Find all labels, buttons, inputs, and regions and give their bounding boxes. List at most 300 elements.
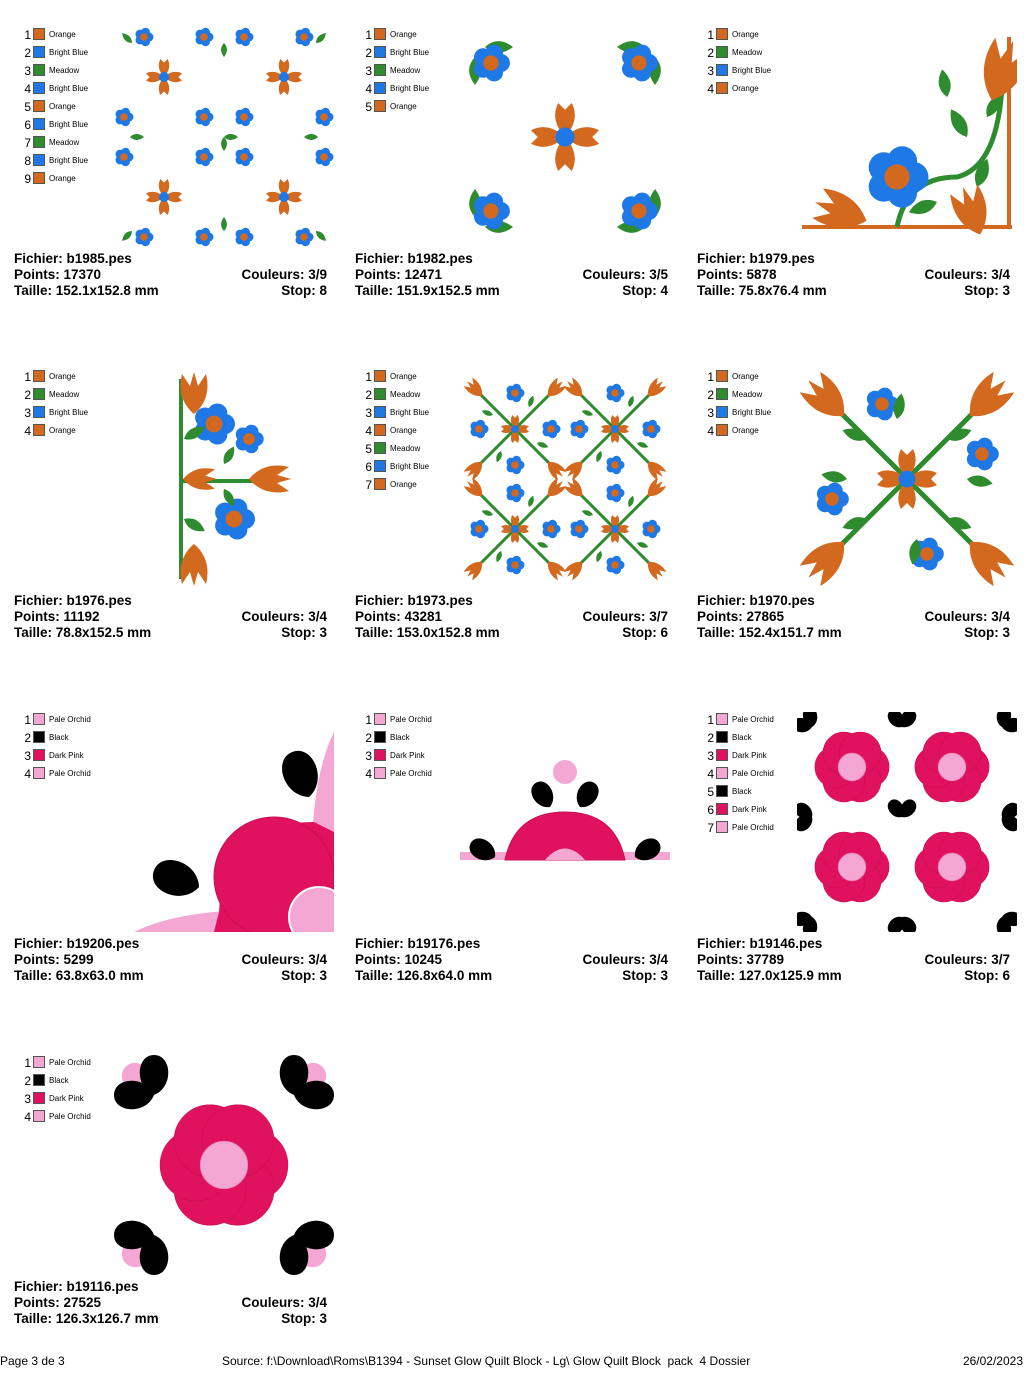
leaf-motif xyxy=(595,550,604,563)
embroidery-design-preview xyxy=(455,369,675,589)
leaf-motif xyxy=(527,495,536,508)
color-swatch xyxy=(33,1092,45,1104)
legend-row xyxy=(702,802,812,820)
color-swatch xyxy=(716,803,728,815)
thread-color-name: Meadow xyxy=(390,444,421,453)
info-line xyxy=(697,609,1010,625)
legend-number: 1 xyxy=(24,713,31,727)
legend-row xyxy=(19,1091,129,1109)
legend-number: 7 xyxy=(707,821,714,835)
legend-row xyxy=(360,477,470,495)
info-line xyxy=(355,593,668,609)
color-swatch xyxy=(374,406,386,418)
flower-motif xyxy=(296,228,314,246)
leaf-motif xyxy=(181,515,207,536)
stitch-points: Points: 27525 xyxy=(14,1295,102,1310)
flower-motif xyxy=(571,520,589,538)
info-line xyxy=(697,936,1010,952)
legend-row xyxy=(702,730,812,748)
flower-motif xyxy=(296,28,314,46)
color-swatch xyxy=(716,64,728,76)
info-line xyxy=(355,968,668,984)
legend-number: 4 xyxy=(24,1110,31,1124)
file-name: Fichier: b19146.pes xyxy=(697,936,823,951)
leaf-motif xyxy=(536,441,549,450)
legend-number: 7 xyxy=(24,136,31,150)
legend-row xyxy=(19,712,129,730)
stop-count: Stop: 6 xyxy=(622,625,668,640)
leaf-motif xyxy=(224,134,238,140)
thread-color-name: Orange xyxy=(732,426,759,435)
color-legend xyxy=(360,369,470,495)
design-info xyxy=(14,593,327,641)
stop-count: Stop: 3 xyxy=(964,625,1010,640)
legend-row xyxy=(702,748,812,766)
info-line xyxy=(14,593,327,609)
leaf-motif xyxy=(481,509,494,518)
thread-color-name: Bright Blue xyxy=(732,408,772,417)
cross-flower-motif xyxy=(146,59,182,95)
color-swatch xyxy=(374,46,386,58)
flower-motif xyxy=(196,108,214,126)
color-legend xyxy=(702,27,812,99)
leaf-motif xyxy=(636,541,649,550)
legend-row xyxy=(19,748,129,766)
cross-flower-motif xyxy=(531,103,599,171)
flower-motif xyxy=(471,520,489,538)
stop-count: Stop: 4 xyxy=(622,283,668,298)
design-size: Taille: 63.8x63.0 mm xyxy=(14,968,144,983)
color-swatch xyxy=(33,64,45,76)
file-name: Fichier: b1976.pes xyxy=(14,593,132,608)
color-swatch xyxy=(33,1074,45,1086)
info-line xyxy=(14,968,327,984)
flower-motif xyxy=(196,148,214,166)
legend-number: 7 xyxy=(365,478,372,492)
color-swatch xyxy=(33,370,45,382)
color-swatch xyxy=(33,82,45,94)
color-swatch xyxy=(33,713,45,725)
color-legend xyxy=(19,369,129,441)
color-count: Couleurs: 3/4 xyxy=(241,609,327,624)
thread-color-name: Black xyxy=(732,733,752,742)
stop-count: Stop: 3 xyxy=(281,968,327,983)
legend-number: 6 xyxy=(707,803,714,817)
color-swatch xyxy=(33,767,45,779)
thread-color-name: Dark Pink xyxy=(732,751,767,760)
color-count: Couleurs: 3/9 xyxy=(241,267,327,282)
legend-row xyxy=(360,369,470,387)
design-card xyxy=(14,27,334,357)
thread-color-name: Meadow xyxy=(732,48,763,57)
legend-number: 8 xyxy=(24,154,31,168)
design-size: Taille: 152.4x151.7 mm xyxy=(697,625,842,640)
stop-count: Stop: 3 xyxy=(964,283,1010,298)
thread-color-name: Pale Orchid xyxy=(49,1058,91,1067)
thread-color-name: Orange xyxy=(732,30,759,39)
page-number: Page 3 de 3 xyxy=(0,1354,65,1368)
legend-row xyxy=(360,441,470,459)
legend-row xyxy=(19,387,129,405)
thread-color-name: Orange xyxy=(390,480,417,489)
color-swatch xyxy=(374,64,386,76)
legend-number: 1 xyxy=(365,28,372,42)
thread-color-name: Meadow xyxy=(732,390,763,399)
file-name: Fichier: b1970.pes xyxy=(697,593,815,608)
thread-color-name: Pale Orchid xyxy=(732,769,774,778)
color-swatch xyxy=(33,1056,45,1068)
thread-color-name: Black xyxy=(49,733,69,742)
color-swatch xyxy=(716,82,728,94)
legend-number: 3 xyxy=(365,406,372,420)
page-footer xyxy=(0,1354,1024,1370)
thread-color-name: Pale Orchid xyxy=(49,769,91,778)
design-size: Taille: 153.0x152.8 mm xyxy=(355,625,500,640)
legend-number: 5 xyxy=(365,100,372,114)
thread-color-name: Meadow xyxy=(390,390,421,399)
info-line xyxy=(14,1311,327,1327)
color-legend xyxy=(360,27,470,117)
design-info xyxy=(697,593,1010,641)
color-swatch xyxy=(374,28,386,40)
stop-count: Stop: 3 xyxy=(281,1311,327,1326)
info-line xyxy=(14,1295,327,1311)
thread-color-name: Pale Orchid xyxy=(49,715,91,724)
flower-motif xyxy=(571,420,589,438)
thread-color-name: Orange xyxy=(390,102,417,111)
color-swatch xyxy=(374,388,386,400)
legend-number: 4 xyxy=(707,82,714,96)
color-swatch xyxy=(716,424,728,436)
embroidery-design-preview xyxy=(455,27,675,247)
leaf-motif xyxy=(945,106,973,140)
thread-color-name: Bright Blue xyxy=(49,48,89,57)
legend-row xyxy=(702,712,812,730)
legend-number: 3 xyxy=(365,749,372,763)
leaf-motif xyxy=(120,31,134,45)
thread-color-name: Bright Blue xyxy=(49,120,89,129)
info-line xyxy=(355,251,668,267)
legend-row xyxy=(19,153,129,171)
flower-motif xyxy=(543,420,561,438)
leaf-motif xyxy=(627,395,636,408)
color-count: Couleurs: 3/5 xyxy=(582,267,668,282)
flower-motif xyxy=(643,420,661,438)
design-card xyxy=(355,27,675,357)
color-swatch xyxy=(374,767,386,779)
legend-row xyxy=(702,405,812,423)
flower-motif xyxy=(643,520,661,538)
info-line xyxy=(355,609,668,625)
legend-row xyxy=(360,27,470,45)
leaf-motif xyxy=(627,495,636,508)
legend-row xyxy=(360,423,470,441)
legend-number: 4 xyxy=(24,424,31,438)
info-line xyxy=(14,283,327,299)
design-size: Taille: 152.1x152.8 mm xyxy=(14,283,159,298)
design-size: Taille: 78.8x152.5 mm xyxy=(14,625,152,640)
color-swatch xyxy=(374,731,386,743)
legend-row xyxy=(19,27,129,45)
legend-number: 4 xyxy=(365,424,372,438)
legend-number: 5 xyxy=(707,785,714,799)
legend-row xyxy=(360,730,470,748)
legend-number: 1 xyxy=(707,713,714,727)
thread-color-name: Pale Orchid xyxy=(732,823,774,832)
design-info xyxy=(355,251,668,299)
design-info xyxy=(14,1279,327,1327)
legend-number: 2 xyxy=(365,46,372,60)
color-swatch xyxy=(33,172,45,184)
thread-color-name: Dark Pink xyxy=(49,1094,84,1103)
legend-row xyxy=(360,766,470,784)
leaf-motif xyxy=(527,395,536,408)
legend-row xyxy=(19,369,129,387)
design-info xyxy=(14,936,327,984)
legend-number: 4 xyxy=(707,424,714,438)
tulip-motif xyxy=(181,544,208,586)
legend-number: 1 xyxy=(707,370,714,384)
legend-row xyxy=(702,820,812,838)
rose-motif xyxy=(915,732,989,802)
legend-number: 1 xyxy=(365,713,372,727)
thread-color-name: Black xyxy=(49,1076,69,1085)
file-name: Fichier: b1982.pes xyxy=(355,251,473,266)
legend-row xyxy=(19,1073,129,1091)
color-swatch xyxy=(716,388,728,400)
color-swatch xyxy=(33,154,45,166)
legend-number: 1 xyxy=(24,1056,31,1070)
legend-row xyxy=(360,99,470,117)
thread-color-name: Bright Blue xyxy=(732,66,772,75)
legend-row xyxy=(19,766,129,784)
legend-number: 6 xyxy=(365,460,372,474)
info-line xyxy=(355,952,668,968)
embroidery-design-preview xyxy=(797,369,1017,589)
thread-color-name: Pale Orchid xyxy=(390,769,432,778)
color-swatch xyxy=(716,370,728,382)
info-line xyxy=(697,283,1010,299)
legend-number: 3 xyxy=(707,749,714,763)
design-card xyxy=(14,369,334,699)
legend-row xyxy=(360,45,470,63)
color-swatch xyxy=(33,406,45,418)
legend-number: 3 xyxy=(24,64,31,78)
color-swatch xyxy=(374,460,386,472)
flower-motif xyxy=(236,228,254,246)
legend-number: 3 xyxy=(24,749,31,763)
design-size: Taille: 126.3x126.7 mm xyxy=(14,1311,159,1326)
legend-row xyxy=(19,730,129,748)
stitch-points: Points: 17370 xyxy=(14,267,102,282)
color-swatch xyxy=(716,713,728,725)
thread-color-name: Pale Orchid xyxy=(390,715,432,724)
leaf-motif xyxy=(595,450,604,463)
leaf-motif xyxy=(495,450,504,463)
info-line xyxy=(355,625,668,641)
color-legend xyxy=(19,27,129,189)
file-name: Fichier: b19116.pes xyxy=(14,1279,139,1294)
embroidery-design-preview xyxy=(114,712,334,932)
legend-number: 9 xyxy=(24,172,31,186)
flower-motif xyxy=(869,146,929,207)
embroidery-design-preview xyxy=(114,27,334,247)
info-line xyxy=(697,625,1010,641)
info-line xyxy=(14,1279,327,1295)
flower-motif xyxy=(867,388,899,421)
color-swatch xyxy=(374,478,386,490)
legend-row xyxy=(702,81,812,99)
color-swatch xyxy=(33,28,45,40)
legend-number: 2 xyxy=(365,388,372,402)
embroidery-design-preview xyxy=(455,712,675,932)
color-swatch xyxy=(33,388,45,400)
legend-row xyxy=(19,81,129,99)
legend-number: 4 xyxy=(24,82,31,96)
design-card xyxy=(14,1055,334,1385)
leaf-motif xyxy=(581,409,594,418)
stop-count: Stop: 6 xyxy=(964,968,1010,983)
color-swatch xyxy=(33,749,45,761)
color-count: Couleurs: 3/4 xyxy=(241,1295,327,1310)
legend-row xyxy=(702,784,812,802)
color-swatch xyxy=(374,749,386,761)
design-size: Taille: 151.9x152.5 mm xyxy=(355,283,500,298)
leaf-motif xyxy=(221,43,227,57)
color-legend xyxy=(702,712,812,838)
design-size: Taille: 75.8x76.4 mm xyxy=(697,283,827,298)
thread-color-name: Pale Orchid xyxy=(49,1112,91,1121)
stop-count: Stop: 3 xyxy=(281,625,327,640)
stop-count: Stop: 8 xyxy=(281,283,327,298)
tulip-motif xyxy=(183,468,217,490)
flower-motif xyxy=(471,420,489,438)
teardrop-motif xyxy=(148,855,205,904)
thread-color-name: Dark Pink xyxy=(390,751,425,760)
flower-motif xyxy=(116,148,134,166)
embroidery-design-preview xyxy=(114,1055,334,1275)
design-card xyxy=(355,369,675,699)
stop-count: Stop: 3 xyxy=(622,968,668,983)
legend-number: 4 xyxy=(365,767,372,781)
color-count: Couleurs: 3/4 xyxy=(582,952,668,967)
flower-motif xyxy=(236,28,254,46)
leaf-motif xyxy=(120,229,134,243)
stitch-points: Points: 43281 xyxy=(355,609,443,624)
tulip-motif xyxy=(809,186,872,238)
file-name: Fichier: b19206.pes xyxy=(14,936,140,951)
color-swatch xyxy=(374,82,386,94)
file-name: Fichier: b19176.pes xyxy=(355,936,481,951)
info-line xyxy=(14,267,327,283)
legend-row xyxy=(19,135,129,153)
thread-color-name: Orange xyxy=(49,102,76,111)
flower-motif xyxy=(507,456,525,474)
stitch-points: Points: 10245 xyxy=(355,952,443,967)
embroidery-design-preview xyxy=(114,369,334,589)
color-count: Couleurs: 3/7 xyxy=(924,952,1010,967)
legend-number: 4 xyxy=(365,82,372,96)
color-swatch xyxy=(374,713,386,725)
leaf-motif xyxy=(966,474,994,489)
legend-number: 2 xyxy=(707,731,714,745)
flower-motif xyxy=(507,484,525,502)
flower-motif xyxy=(607,456,625,474)
thread-color-name: Bright Blue xyxy=(49,156,89,165)
thread-color-name: Bright Blue xyxy=(390,462,430,471)
design-info xyxy=(355,593,668,641)
stitch-points: Points: 5878 xyxy=(697,267,777,282)
stitch-points: Points: 12471 xyxy=(355,267,443,282)
legend-row xyxy=(360,712,470,730)
info-line xyxy=(14,251,327,267)
legend-number: 3 xyxy=(24,406,31,420)
color-swatch xyxy=(33,100,45,112)
thread-color-name: Orange xyxy=(390,426,417,435)
thread-color-name: Bright Blue xyxy=(390,84,430,93)
leaf-motif xyxy=(481,409,494,418)
info-line xyxy=(697,251,1010,267)
color-swatch xyxy=(716,767,728,779)
thread-color-name: Meadow xyxy=(49,390,80,399)
design-card xyxy=(697,369,1017,699)
cross-flower-motif xyxy=(266,179,302,215)
stitch-points: Points: 11192 xyxy=(14,609,100,624)
stitch-points: Points: 27865 xyxy=(697,609,785,624)
thread-color-name: Bright Blue xyxy=(390,408,430,417)
color-swatch xyxy=(33,1110,45,1122)
thread-color-name: Bright Blue xyxy=(49,84,89,93)
color-swatch xyxy=(374,370,386,382)
color-count: Couleurs: 3/7 xyxy=(582,609,668,624)
thread-color-name: Dark Pink xyxy=(732,805,767,814)
info-line xyxy=(697,267,1010,283)
legend-row xyxy=(702,423,812,441)
legend-number: 4 xyxy=(707,767,714,781)
color-swatch xyxy=(33,731,45,743)
legend-number: 1 xyxy=(365,370,372,384)
info-line xyxy=(14,625,327,641)
cross-flower-motif xyxy=(146,179,182,215)
legend-row xyxy=(702,387,812,405)
flower-motif xyxy=(215,499,255,540)
color-count: Couleurs: 3/4 xyxy=(924,267,1010,282)
thread-color-name: Black xyxy=(390,733,410,742)
tulip-motif xyxy=(948,182,996,240)
leaf-motif xyxy=(536,541,549,550)
thread-color-name: Orange xyxy=(390,30,417,39)
stitch-points: Points: 37789 xyxy=(697,952,785,967)
file-name: Fichier: b1985.pes xyxy=(14,251,132,266)
thread-color-name: Dark Pink xyxy=(49,751,84,760)
legend-row xyxy=(360,748,470,766)
legend-number: 5 xyxy=(365,442,372,456)
rose-motif xyxy=(815,732,889,802)
legend-number: 2 xyxy=(365,731,372,745)
info-line xyxy=(697,593,1010,609)
color-swatch xyxy=(716,28,728,40)
legend-number: 1 xyxy=(707,28,714,42)
leaf-motif xyxy=(314,31,328,45)
thread-color-name: Orange xyxy=(732,372,759,381)
teardrop-motif xyxy=(571,778,602,812)
legend-number: 3 xyxy=(365,64,372,78)
file-name: Fichier: b1979.pes xyxy=(697,251,815,266)
design-card xyxy=(14,712,334,1042)
print-date: 26/02/2023 xyxy=(962,1354,1023,1368)
design-info xyxy=(355,936,668,984)
color-swatch xyxy=(33,136,45,148)
